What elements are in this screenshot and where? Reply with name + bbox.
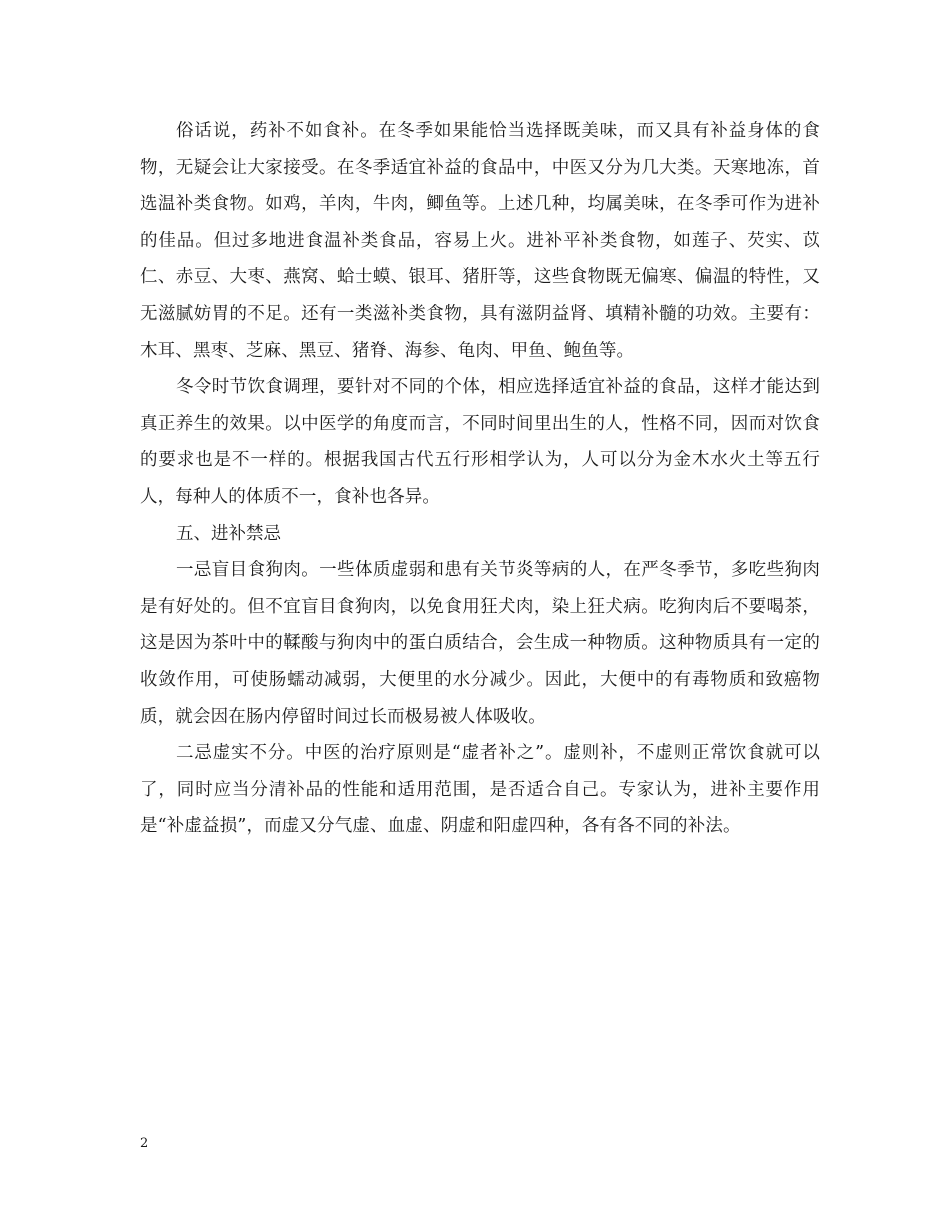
paragraph-winter-diet: 冬令时节饮食调理，要针对不同的个体，相应选择适宜补益的食品，这样才能达到真正养生的效果。以中医学的角度而言，不同时间里出生的人，性格不同，因而对饮食的要求也是不一样的。根据我国古代五行形相学认为，人可以分为金木水火土等五行人，每种人的体质不一，食补也各异。 — [140, 377, 820, 507]
body-text — [140, 113, 820, 845]
paragraph-taboo-dog-meat: 一忌盲目食狗肉。一些体质虚弱和患有关节炎等病的人，在严冬季节，多吃些狗肉是有好处的。但不宜盲目食狗肉，以免食用狂犬肉，染上狂犬病。吃狗肉后不要喝茶，这是因为茶叶中的鞣酸与狗肉中的蛋白质结合，会生成一种物质。这种物质具有一定的收敛作用，可使肠蠕动减弱，大便里的水分减少。因此，大便中的有毒物质和致癌物质，就会因在肠内停留时间过长而极易被人体吸收。 — [140, 560, 820, 727]
section-heading: 五、进补禁忌 — [176, 523, 281, 544]
paragraph-taboo-deficiency: 二忌虚实不分。中医的治疗原则是“虚者补之”。虚则补，不虚则正常饮食就可以了，同时应当分清补品的性能和适用范围，是否适合自己。专家认为，进补主要作用是“补虚益损”，而虚又分气虚、血虚、阴虚和阳虚四种，各有各不同的补法。 — [140, 743, 820, 837]
paragraph-food-tonics: 俗话说，药补不如食补。在冬季如果能恰当选择既美味，而又具有补益身体的食物，无疑会让大家接受。在冬季适宜补益的食品中，中医又分为几大类。天寒地冻，首选温补类食物。如鸡，羊肉，牛肉，鲫鱼等。上述几种，均属美味，在冬季可作为进补的佳品。但过多地进食温补类食品，容易上火。进补平补类食物，如莲子、芡实、苡仁、赤豆、大枣、燕窝、蛤士蟆、银耳、猪肝等，这些食物既无偏寒、偏温的特性，又无滋腻妨胃的不足。还有一类滋补类食物，具有滋阴益肾、填精补髓的功效。主要有：木耳、黑枣、芝麻、黑豆、猪脊、海参、龟肉、甲鱼、鲍鱼等。 — [140, 121, 820, 361]
page-number: 2 — [140, 1136, 149, 1151]
